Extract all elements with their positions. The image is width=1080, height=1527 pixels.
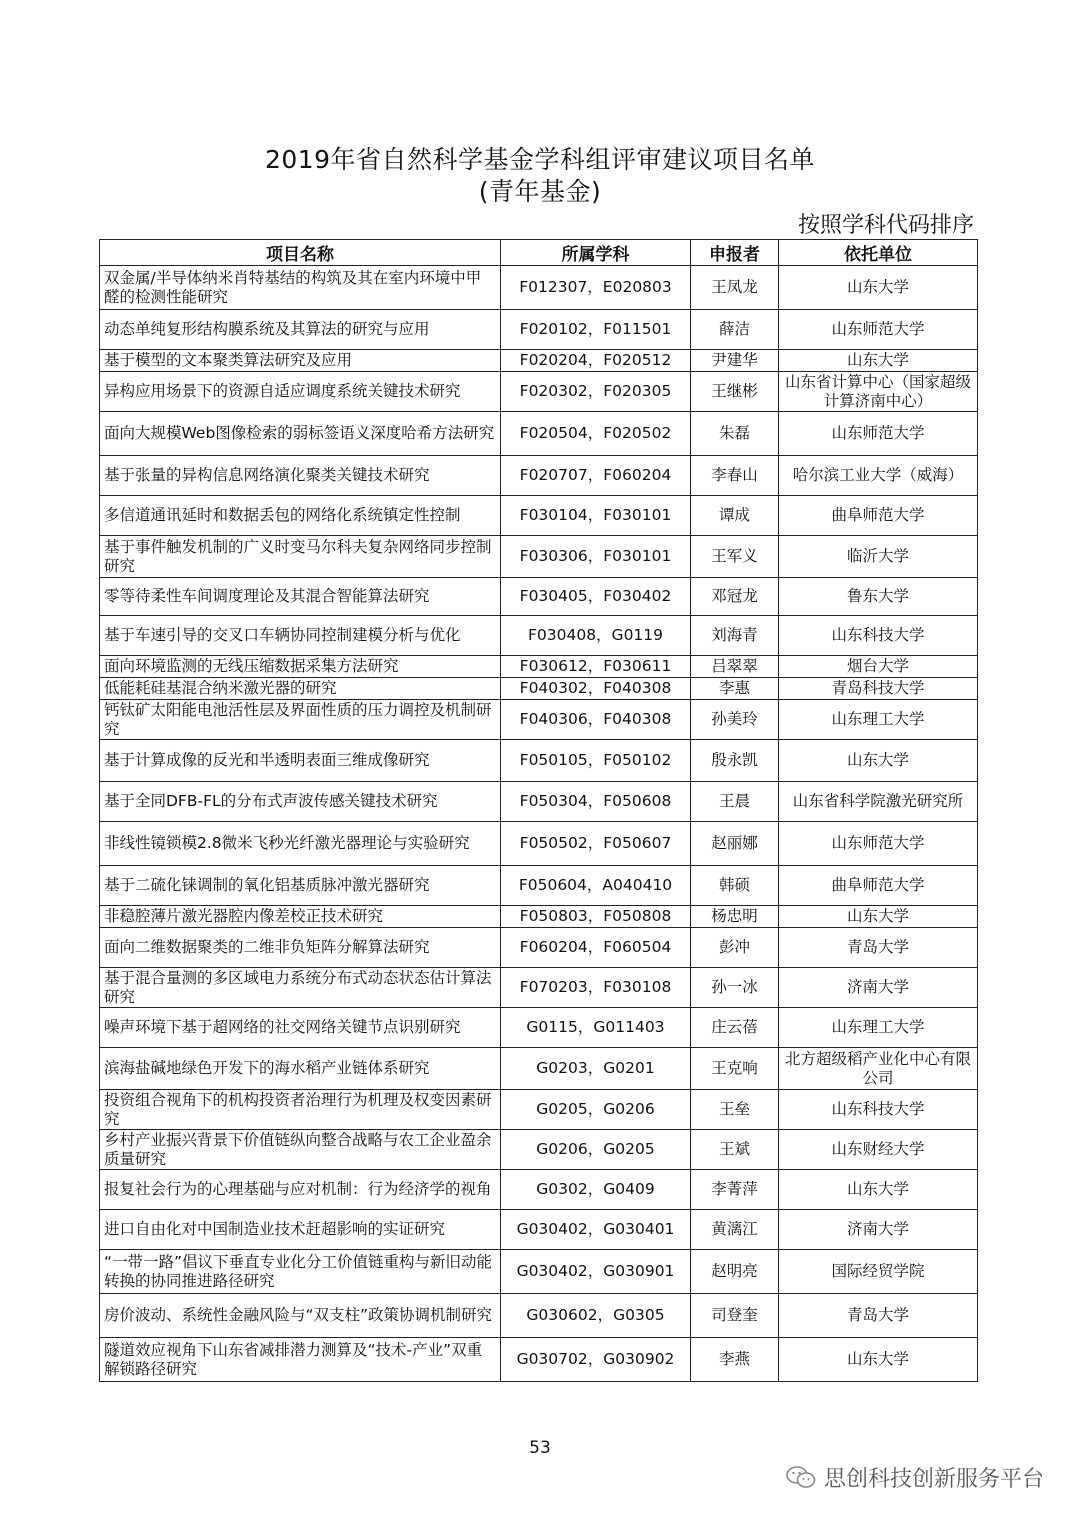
cell-applicant: 李春山 — [691, 456, 779, 496]
cell-subject: G0203，G0201 — [501, 1048, 691, 1090]
table-row — [100, 928, 978, 968]
cell-project-name: 钙钛矿太阳能电池活性层及界面性质的压力调控及机制研究 — [100, 700, 501, 740]
cell-unit: 鲁东大学 — [779, 578, 978, 616]
cell-project-name: “一带一路”倡议下垂直专业化分工价值链重构与新旧动能转换的协同推进路径研究 — [100, 1250, 501, 1294]
table-row — [100, 310, 978, 350]
cell-project-name: 非线性镜锁模2.8微米飞秒光纤激光器理论与实验研究 — [100, 822, 501, 866]
cell-unit: 山东财经大学 — [779, 1130, 978, 1170]
table-row — [100, 496, 978, 536]
cell-unit: 曲阜师范大学 — [779, 496, 978, 536]
cell-project-name: 基于混合量测的多区域电力系统分布式动态状态估计算法研究 — [100, 968, 501, 1008]
cell-subject: F060204，F060504 — [501, 928, 691, 968]
cell-project-name: 噪声环境下基于超网络的社交网络关键节点识别研究 — [100, 1008, 501, 1048]
cell-project-name: 房价波动、系统性金融风险与“双支柱”政策协调机制研究 — [100, 1294, 501, 1338]
page-subtitle: (青年基金) — [478, 177, 602, 206]
cell-applicant: 赵丽娜 — [691, 822, 779, 866]
cell-unit: 山东理工大学 — [779, 1008, 978, 1048]
table-row — [100, 266, 978, 310]
table-row — [100, 968, 978, 1008]
cell-subject: F020504，F020502 — [501, 412, 691, 456]
cell-subject: F030408，G0119 — [501, 616, 691, 656]
cell-applicant: 邓冠龙 — [691, 578, 779, 616]
cell-project-name: 进口自由化对中国制造业技术赶超影响的实证研究 — [100, 1210, 501, 1250]
cell-project-name: 基于二硫化铼调制的氧化铝基质脉冲激光器研究 — [100, 866, 501, 906]
cell-project-name: 面向二维数据聚类的二维非负矩阵分解算法研究 — [100, 928, 501, 968]
cell-unit: 山东大学 — [779, 1170, 978, 1210]
cell-project-name: 乡村产业振兴背景下价值链纵向整合战略与农工企业盈余质量研究 — [100, 1130, 501, 1170]
table-row — [100, 1338, 978, 1382]
cell-applicant: 殷永凯 — [691, 740, 779, 782]
cell-project-name: 隧道效应视角下山东省减排潜力测算及“技术-产业”双重解锁路径研究 — [100, 1338, 501, 1382]
header-unit: 依托单位 — [779, 240, 978, 266]
cell-project-name: 基于全同DFB-FL的分布式声波传感关键技术研究 — [100, 782, 501, 822]
table-row — [100, 700, 978, 740]
table-row — [100, 1210, 978, 1250]
cell-unit: 国际经贸学院 — [779, 1250, 978, 1294]
cell-subject: F020102，F011501 — [501, 310, 691, 350]
cell-project-name: 双金属/半导体纳米肖特基结的构筑及其在室内环境中甲醛的检测性能研究 — [100, 266, 501, 310]
cell-unit: 山东科技大学 — [779, 1090, 978, 1130]
cell-applicant: 黄漓江 — [691, 1210, 779, 1250]
header-subject: 所属学科 — [501, 240, 691, 266]
cell-project-name: 滨海盐碱地绿色开发下的海水稻产业链体系研究 — [100, 1048, 501, 1090]
watermark-text: 思创科技创新服务平台 — [823, 1467, 1044, 1492]
cell-unit: 北方超级稻产业化中心有限公司 — [779, 1048, 978, 1090]
cell-unit: 济南大学 — [779, 968, 978, 1008]
cell-subject: G030402，G030901 — [501, 1250, 691, 1294]
table-row — [100, 1090, 978, 1130]
cell-subject: F020302，F020305 — [501, 372, 691, 412]
cell-applicant: 李菁萍 — [691, 1170, 779, 1210]
table-row — [100, 350, 978, 372]
cell-applicant: 尹建华 — [691, 350, 779, 372]
table-row — [100, 372, 978, 412]
cell-unit: 山东大学 — [779, 350, 978, 372]
cell-subject: G030702，G030902 — [501, 1338, 691, 1382]
cell-unit: 曲阜师范大学 — [779, 866, 978, 906]
page-number: 53 — [529, 1438, 551, 1458]
cell-subject: G0206，G0205 — [501, 1130, 691, 1170]
cell-project-name: 异构应用场景下的资源自适应调度系统关键技术研究 — [100, 372, 501, 412]
table-row — [100, 536, 978, 578]
cell-unit: 山东大学 — [779, 740, 978, 782]
cell-applicant: 赵明亮 — [691, 1250, 779, 1294]
cell-project-name: 基于张量的异构信息网络演化聚类关键技术研究 — [100, 456, 501, 496]
table-row — [100, 782, 978, 822]
cell-applicant: 彭冲 — [691, 928, 779, 968]
cell-applicant: 王垒 — [691, 1090, 779, 1130]
cell-project-name: 面向环境监测的无线压缩数据采集方法研究 — [100, 656, 501, 678]
cell-project-name: 基于模型的文本聚类算法研究及应用 — [100, 350, 501, 372]
cell-project-name: 低能耗硅基混合纳米激光器的研究 — [100, 678, 501, 700]
cell-subject: F050803，F050808 — [501, 906, 691, 928]
cell-unit: 山东科技大学 — [779, 616, 978, 656]
cell-subject: F050502，F050607 — [501, 822, 691, 866]
cell-unit: 济南大学 — [779, 1210, 978, 1250]
table-row — [100, 1008, 978, 1048]
cell-subject: F050105，F050102 — [501, 740, 691, 782]
cell-subject: F050604，A040410 — [501, 866, 691, 906]
header-project-name: 项目名称 — [100, 240, 501, 266]
cell-applicant: 王晨 — [691, 782, 779, 822]
cell-applicant: 王凤龙 — [691, 266, 779, 310]
cell-applicant: 王克响 — [691, 1048, 779, 1090]
cell-project-name: 动态单纯复形结构膜系统及其算法的研究与应用 — [100, 310, 501, 350]
cell-unit: 烟台大学 — [779, 656, 978, 678]
cell-subject: F030405，F030402 — [501, 578, 691, 616]
table-row — [100, 1294, 978, 1338]
cell-subject: F040306，F040308 — [501, 700, 691, 740]
cell-subject: G0115，G011403 — [501, 1008, 691, 1048]
table-row — [100, 578, 978, 616]
cell-unit: 山东大学 — [779, 906, 978, 928]
cell-subject: F020204，F020512 — [501, 350, 691, 372]
cell-applicant: 吕翠翠 — [691, 656, 779, 678]
cell-unit: 青岛科技大学 — [779, 678, 978, 700]
cell-unit: 山东省计算中心（国家超级计算济南中心） — [779, 372, 978, 412]
cell-project-name: 报复社会行为的心理基础与应对机制：行为经济学的视角 — [100, 1170, 501, 1210]
cell-subject: F070203，F030108 — [501, 968, 691, 1008]
table-row — [100, 1130, 978, 1170]
cell-subject: F020707，F060204 — [501, 456, 691, 496]
cell-applicant: 杨忠明 — [691, 906, 779, 928]
table-row — [100, 866, 978, 906]
cell-unit: 山东理工大学 — [779, 700, 978, 740]
cell-unit: 山东大学 — [779, 1338, 978, 1382]
header-applicant: 申报者 — [691, 240, 779, 266]
cell-unit: 哈尔滨工业大学（威海） — [779, 456, 978, 496]
cell-project-name: 基于事件触发机制的广义时变马尔科夫复杂网络同步控制研究 — [100, 536, 501, 578]
table-row — [100, 678, 978, 700]
project-table — [99, 239, 978, 1382]
cell-subject: G030602，G0305 — [501, 1294, 691, 1338]
table-row — [100, 1048, 978, 1090]
table-header-row — [100, 240, 978, 266]
page-title: 2019年省自然科学基金学科组评审建议项目名单 — [264, 145, 816, 174]
sort-note: 按照学科代码排序 — [797, 213, 974, 238]
cell-unit: 山东师范大学 — [779, 822, 978, 866]
cell-subject: G030402，G030401 — [501, 1210, 691, 1250]
cell-unit: 青岛大学 — [779, 928, 978, 968]
cell-applicant: 庄云蓓 — [691, 1008, 779, 1048]
cell-applicant: 孙美玲 — [691, 700, 779, 740]
table-row — [100, 1250, 978, 1294]
table-row — [100, 740, 978, 782]
table-body — [100, 266, 978, 1382]
table-row — [100, 1170, 978, 1210]
cell-applicant: 司登奎 — [691, 1294, 779, 1338]
table-row — [100, 906, 978, 928]
cell-applicant: 王斌 — [691, 1130, 779, 1170]
cell-unit: 山东大学 — [779, 266, 978, 310]
cell-project-name: 基于计算成像的反光和半透明表面三维成像研究 — [100, 740, 501, 782]
cell-applicant: 王军义 — [691, 536, 779, 578]
cell-subject: G0302，G0409 — [501, 1170, 691, 1210]
cell-applicant: 王继彬 — [691, 372, 779, 412]
cell-subject: F050304，F050608 — [501, 782, 691, 822]
watermark — [786, 1462, 1044, 1493]
cell-project-name: 零等待柔性车间调度理论及其混合智能算法研究 — [100, 578, 501, 616]
wechat-icon — [786, 1465, 816, 1491]
cell-subject: G0205，G0206 — [501, 1090, 691, 1130]
cell-unit: 山东师范大学 — [779, 412, 978, 456]
cell-unit: 山东师范大学 — [779, 310, 978, 350]
cell-applicant: 刘海青 — [691, 616, 779, 656]
table-row — [100, 456, 978, 496]
cell-subject: F030104，F030101 — [501, 496, 691, 536]
cell-project-name: 非稳腔薄片激光器腔内像差校正技术研究 — [100, 906, 501, 928]
cell-applicant: 李燕 — [691, 1338, 779, 1382]
cell-unit: 青岛大学 — [779, 1294, 978, 1338]
cell-subject: F030306，F030101 — [501, 536, 691, 578]
cell-applicant: 孙一冰 — [691, 968, 779, 1008]
table-row — [100, 656, 978, 678]
cell-subject: F012307，E020803 — [501, 266, 691, 310]
cell-project-name: 基于车速引导的交叉口车辆协同控制建模分析与优化 — [100, 616, 501, 656]
cell-unit: 山东省科学院激光研究所 — [779, 782, 978, 822]
cell-subject: F030612，F030611 — [501, 656, 691, 678]
cell-project-name: 多信道通讯延时和数据丢包的网络化系统镇定性控制 — [100, 496, 501, 536]
table-row — [100, 616, 978, 656]
cell-applicant: 薛洁 — [691, 310, 779, 350]
cell-unit: 临沂大学 — [779, 536, 978, 578]
cell-project-name: 面向大规模Web图像检索的弱标签语义深度哈希方法研究 — [100, 412, 501, 456]
table-row — [100, 412, 978, 456]
cell-subject: F040302，F040308 — [501, 678, 691, 700]
table-row — [100, 822, 978, 866]
cell-project-name: 投资组合视角下的机构投资者治理行为机理及权变因素研究 — [100, 1090, 501, 1130]
cell-applicant: 谭成 — [691, 496, 779, 536]
cell-applicant: 李惠 — [691, 678, 779, 700]
cell-applicant: 韩硕 — [691, 866, 779, 906]
cell-applicant: 朱磊 — [691, 412, 779, 456]
